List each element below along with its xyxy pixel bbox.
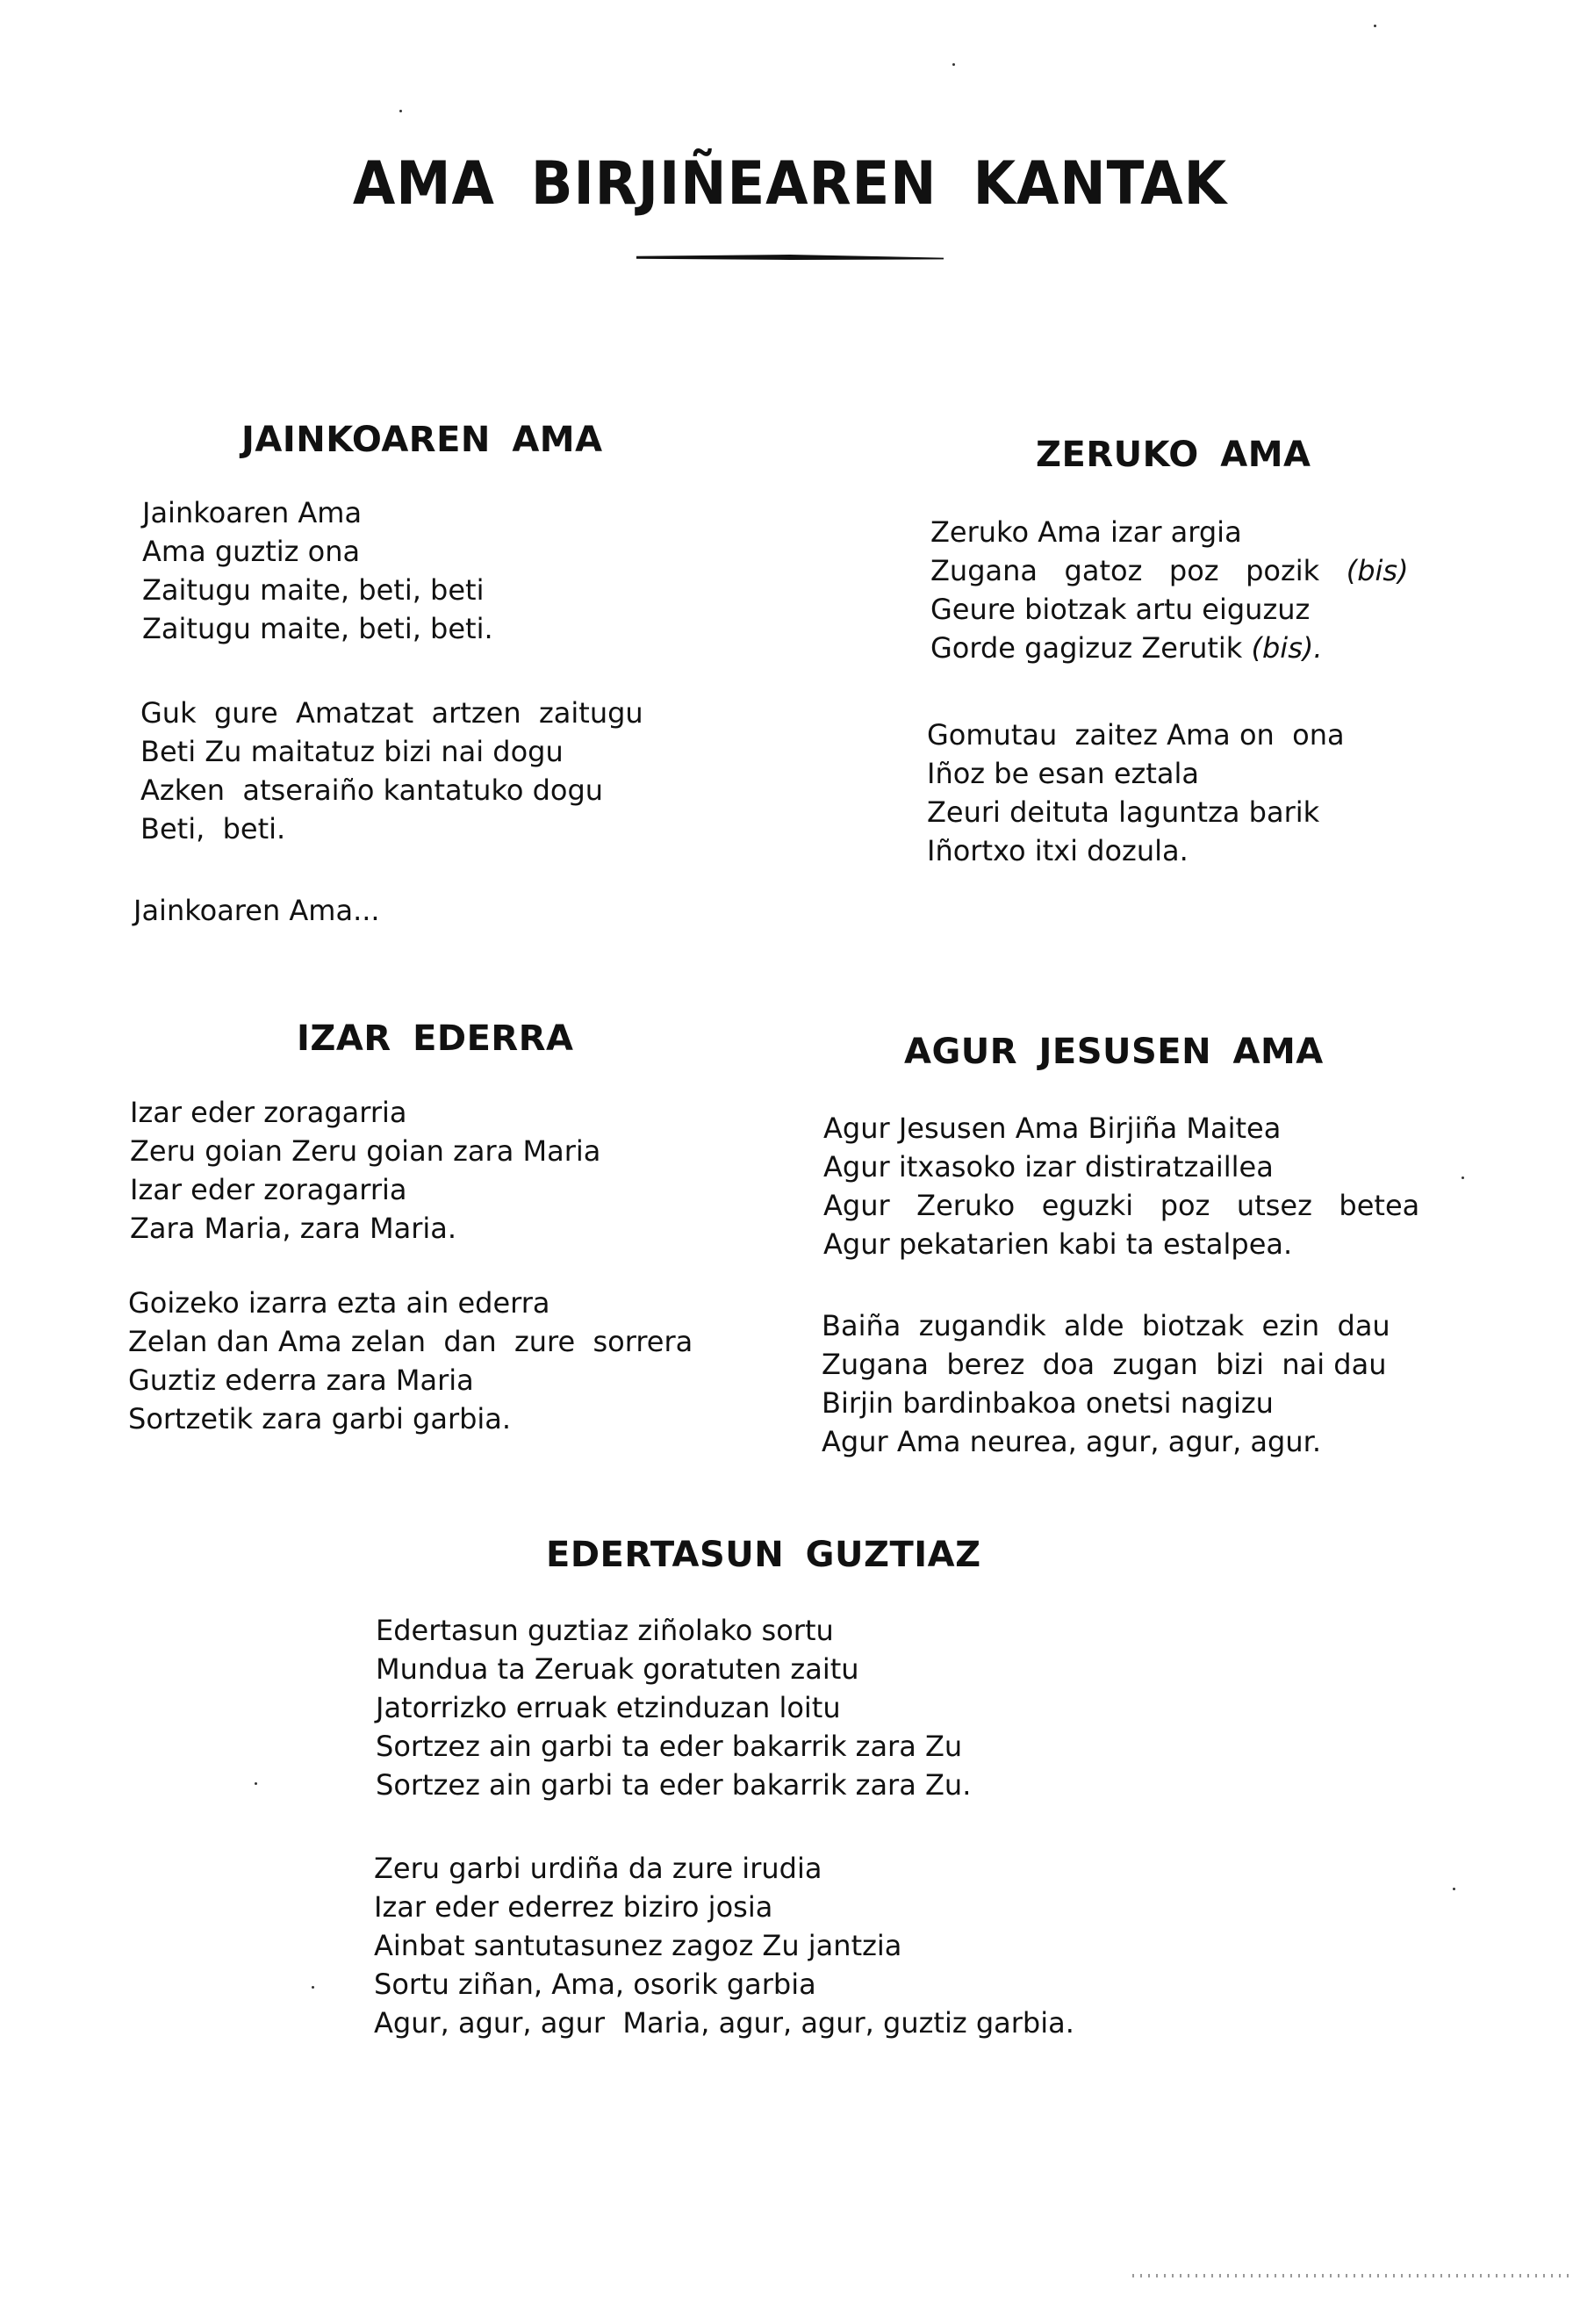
scan-speck bbox=[952, 63, 955, 66]
lyric-line: Jainkoaren Ama... bbox=[133, 894, 380, 927]
lyric-line: Ainbat santutasunez zagoz Zu jantzia bbox=[374, 1929, 902, 1962]
lyric-line: Jainkoaren Ama bbox=[142, 496, 363, 529]
song-title: EDERTASUN GUZTIAZ bbox=[546, 1535, 981, 1575]
song-title: ZERUKO AMA bbox=[1036, 435, 1311, 475]
lyric-line: Baiña zugandik alde biotzak ezin dau bbox=[822, 1309, 1390, 1342]
lyric-line: Zara Maria, zara Maria. bbox=[130, 1212, 457, 1245]
lyric-line: Izar eder zoragarria bbox=[130, 1096, 407, 1129]
lyric-line: Sortzetik zara garbi garbia. bbox=[128, 1402, 512, 1435]
lyric-line: Izar eder ederrez biziro josia bbox=[374, 1890, 773, 1924]
lyric-line: Sortzez ain garbi ta eder bakarrik zara Zu bbox=[376, 1730, 963, 1763]
stanza bbox=[128, 1284, 693, 1438]
lyric-text: Zugana gatoz poz pozik bbox=[930, 554, 1320, 587]
lyric-line: Goizeko izarra ezta ain ederra bbox=[128, 1286, 550, 1320]
stanza bbox=[822, 1306, 1390, 1461]
title-divider bbox=[636, 255, 944, 260]
stanza bbox=[823, 1109, 1419, 1263]
lyric-line: Gomutau zaitez Ama on ona bbox=[927, 718, 1345, 752]
lyric-line: Beti Zu maitatuz bizi nai dogu bbox=[140, 735, 564, 768]
lyric-line: Zelan dan Ama zelan dan zure sorrera bbox=[128, 1325, 693, 1358]
scan-speck bbox=[399, 110, 402, 112]
lyric-line: Izar eder zoragarria bbox=[130, 1173, 407, 1206]
lyric-line: Zeruko Ama izar argia bbox=[930, 515, 1242, 549]
scan-speck bbox=[1374, 25, 1376, 27]
lyric-line: Zugana berez doa zugan bizi nai dau bbox=[822, 1348, 1387, 1381]
lyric-line bbox=[930, 551, 1409, 590]
song-title: IZAR EDERRA bbox=[297, 1018, 574, 1059]
stanza bbox=[130, 1093, 600, 1248]
scan-speck bbox=[255, 1782, 257, 1785]
song-title: JAINKOAREN AMA bbox=[241, 420, 603, 460]
lyric-line: Zaitugu maite, beti, beti bbox=[142, 573, 485, 607]
bis-annotation: (bis) bbox=[1346, 554, 1409, 587]
stanza bbox=[140, 694, 643, 848]
stanza bbox=[142, 493, 493, 648]
song-title: AGUR JESUSEN AMA bbox=[904, 1032, 1324, 1072]
lyric-text: Gorde gagizuz Zerutik bbox=[930, 631, 1243, 665]
lyric-line: Sortzez ain garbi ta eder bakarrik zara Zu. bbox=[376, 1768, 972, 1802]
lyric-line: Agur Zeruko eguzki poz utsez betea bbox=[823, 1189, 1420, 1222]
lyric-line: Geure biotzak artu eiguzuz bbox=[930, 593, 1311, 626]
stanza bbox=[376, 1611, 971, 1804]
stanza bbox=[374, 1849, 1074, 2042]
lyric-line: Guztiz ederra zara Maria bbox=[128, 1363, 474, 1397]
lyric-line: Jatorrizko erruak etzinduzan loitu bbox=[376, 1691, 841, 1724]
lyric-line: Zeru garbi urdiña da zure irudia bbox=[374, 1852, 822, 1885]
lyric-line: Ama guztiz ona bbox=[142, 535, 361, 568]
lyric-line: Mundua ta Zeruak goratuten zaitu bbox=[376, 1652, 859, 1686]
stanza bbox=[930, 513, 1409, 667]
lyric-line: Iñoz be esan eztala bbox=[927, 757, 1199, 790]
lyric-line: Zeuri deituta laguntza barik bbox=[927, 795, 1320, 829]
lyric-line: Sortu ziñan, Ama, osorik garbia bbox=[374, 1968, 816, 2001]
lyric-line: Beti, beti. bbox=[140, 812, 286, 845]
lyric-line bbox=[930, 629, 1409, 667]
scan-speck bbox=[1453, 1888, 1455, 1890]
bis-annotation: (bis). bbox=[1251, 631, 1323, 665]
stanza bbox=[927, 716, 1345, 870]
lyric-line: Agur pekatarien kabi ta estalpea. bbox=[823, 1227, 1293, 1261]
lyric-line: Agur Ama neurea, agur, agur, agur. bbox=[822, 1425, 1321, 1458]
lyric-line: Iñortxo itxi dozula. bbox=[927, 834, 1189, 867]
lyric-line: Zeru goian Zeru goian zara Maria bbox=[130, 1134, 601, 1168]
scan-noise bbox=[1132, 2274, 1571, 2277]
lyric-line: Azken atseraiño kantatuko dogu bbox=[140, 773, 604, 807]
lyric-line: Agur, agur, agur Maria, agur, agur, guztiz garbia. bbox=[374, 2006, 1074, 2040]
scan-speck bbox=[1462, 1176, 1464, 1179]
page-title: AMA BIRJIÑEAREN KANTAK bbox=[352, 149, 1228, 219]
stanza-refrain bbox=[133, 891, 380, 930]
lyric-line: Agur Jesusen Ama Birjiña Maitea bbox=[823, 1112, 1282, 1145]
lyric-line: Edertasun guztiaz ziñolako sortu bbox=[376, 1614, 834, 1647]
lyric-line: Guk gure Amatzat artzen zaitugu bbox=[140, 696, 643, 730]
lyric-line: Agur itxasoko izar distiratzaillea bbox=[823, 1150, 1274, 1184]
lyric-line: Birjin bardinbakoa onetsi nagizu bbox=[822, 1386, 1274, 1420]
scan-speck bbox=[312, 1986, 314, 1989]
lyric-line: Zaitugu maite, beti, beti. bbox=[142, 612, 493, 645]
